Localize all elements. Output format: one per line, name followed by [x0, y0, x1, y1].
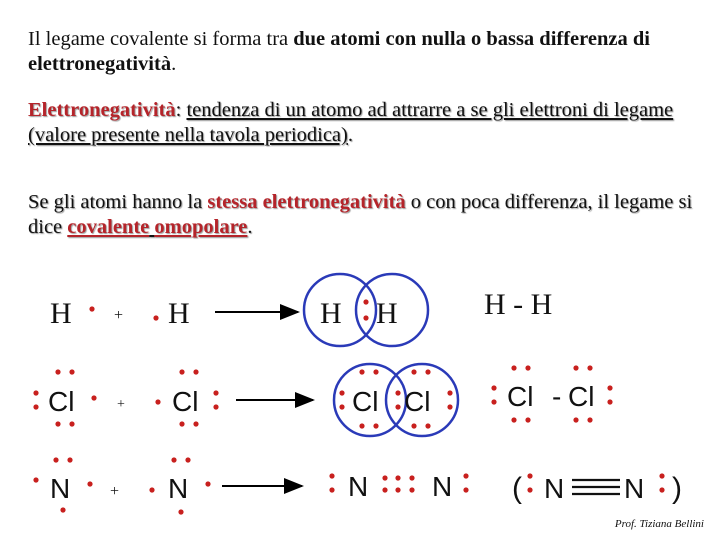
intro-period: . [171, 53, 177, 75]
electron-dot [153, 315, 158, 320]
n2-left: N [544, 473, 565, 504]
h2-molecule: H - H [484, 288, 553, 321]
cl-atom-2: Cl [172, 386, 199, 417]
omopolar-text-1: Se gli atomi hanno la [28, 191, 208, 213]
omopolar-period: . [247, 216, 253, 238]
electron-dot [363, 315, 368, 320]
triple-bond [572, 480, 620, 494]
cl-atom-1: Cl [48, 386, 75, 417]
omopolar-highlight-3: omopolare [154, 216, 248, 238]
intro-text: Il legame covalente si forma tra [28, 28, 294, 50]
nitrogen-row [33, 457, 682, 514]
intro-highlight: due atomi con nulla o bassa differenza di elettronegatività [28, 28, 650, 75]
plus-sign: + [117, 397, 125, 412]
definition-term: Elettronegatività [28, 99, 176, 121]
n-atom-2: N [168, 473, 189, 504]
n-shared-right: N [432, 471, 453, 502]
omopolar-highlight-2: covalente [67, 216, 150, 238]
cl2-left: Cl [507, 381, 534, 412]
cl-shared-left: Cl [352, 386, 379, 417]
electron-dot [89, 306, 94, 311]
author-credit: Prof. Tiziana Bellini [614, 518, 704, 530]
n-shared-left: N [348, 471, 369, 502]
plus-sign: + [110, 483, 120, 500]
n2-close-paren: ) [672, 472, 682, 505]
cl-shared-right: Cl [404, 386, 431, 417]
definition-period: . [347, 124, 353, 146]
h-shared-right: H [376, 297, 398, 330]
chlorine-row [33, 364, 612, 436]
hydrogen-row [50, 274, 552, 346]
n2-open-paren: ( [512, 472, 522, 505]
n2-right: N [624, 473, 645, 504]
plus-sign: + [114, 307, 124, 324]
h-atom-1: H [50, 297, 72, 330]
h-atom-2: H [168, 297, 190, 330]
omopolar-highlight-1: stessa elettronegatività [207, 191, 406, 213]
electron-dot [363, 299, 368, 304]
cl2-dash: - [552, 381, 562, 412]
n-atom-1: N [50, 473, 71, 504]
cl2-right: Cl [568, 381, 595, 412]
definition-colon: : [175, 99, 187, 121]
h-shared-left: H [320, 297, 342, 330]
definition-text: tendenza di un atomo ad attrarre a se gli elettroni di legame (valore presente nella tavola periodica) [28, 99, 674, 146]
omopolar-text-2: o con poca differenza, il legame si dice [28, 191, 693, 238]
